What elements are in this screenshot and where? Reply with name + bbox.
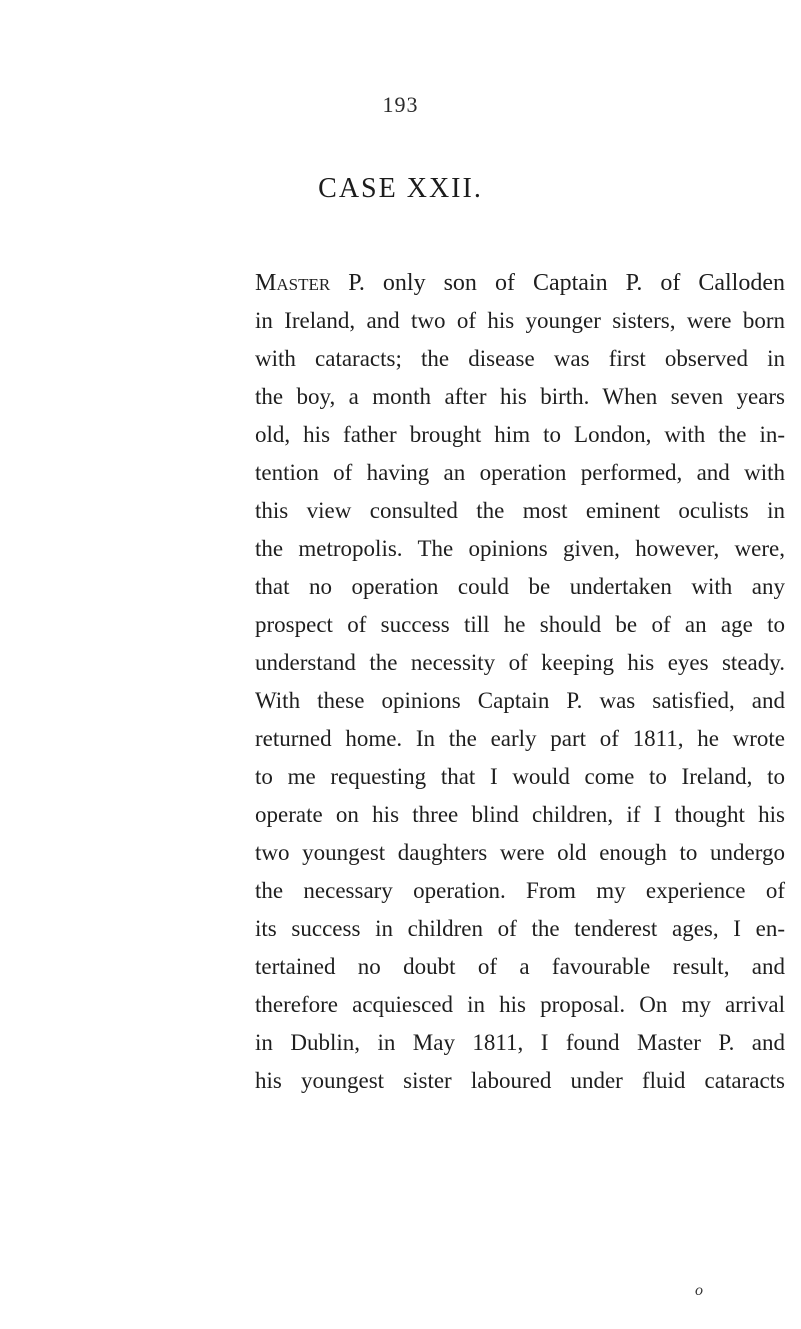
text-line-10: prospect of success till he should be of an age to [255,612,785,637]
page-number: 193 [382,92,419,117]
body-paragraph [255,264,785,1100]
text-line-20: therefore acquiesced in his proposal. On my arrival [255,992,785,1017]
text-line-9: that no operation could be undertaken with any [255,574,785,599]
text-line-6: tention of having an operation performed, and with [255,460,785,485]
text-line-16: two youngest daughters were old enough to undergo [255,840,785,865]
text-line-4: the boy, a month after his birth. When seven years [255,384,785,409]
text-line-2: in Ireland, and two of his younger sisters, were born [255,308,785,333]
text-line-14: to me requesting that I would come to Ireland, to [255,764,785,789]
text-line-21: in Dublin, in May 1811, I found Master P. and [255,1030,785,1055]
text-line-1-rest: P. only son of Captain P. of Calloden [330,270,785,296]
text-line-13: returned home. In the early part of 1811, he wrote [255,726,785,751]
case-heading: CASE XXII. [318,173,483,204]
text-line-1 [255,264,785,302]
text-line-22: his youngest sister laboured under fluid cataracts [255,1068,785,1093]
text-line-17: the necessary operation. From my experience of [255,878,785,903]
text-line-5: old, his father brought him to London, with the in- [255,422,785,447]
text-line-19: tertained no doubt of a favourable result, and [255,954,785,979]
text-line-3: with cataracts; the disease was first observed in [255,346,785,371]
text-line-8: the metropolis. The opinions given, however, were, [255,536,785,561]
text-line-18: its success in children of the tenderest ages, I en- [255,916,785,941]
text-line-12: With these opinions Captain P. was satisfied, and [255,688,785,713]
opening-word: Master [255,270,331,296]
text-line-11: understand the necessity of keeping his eyes steady. [255,650,785,675]
text-line-7: this view consulted the most eminent oculists in [255,498,785,523]
text-line-15: operate on his three blind children, if I thought his [255,802,785,827]
signature-mark: o [695,1282,703,1299]
